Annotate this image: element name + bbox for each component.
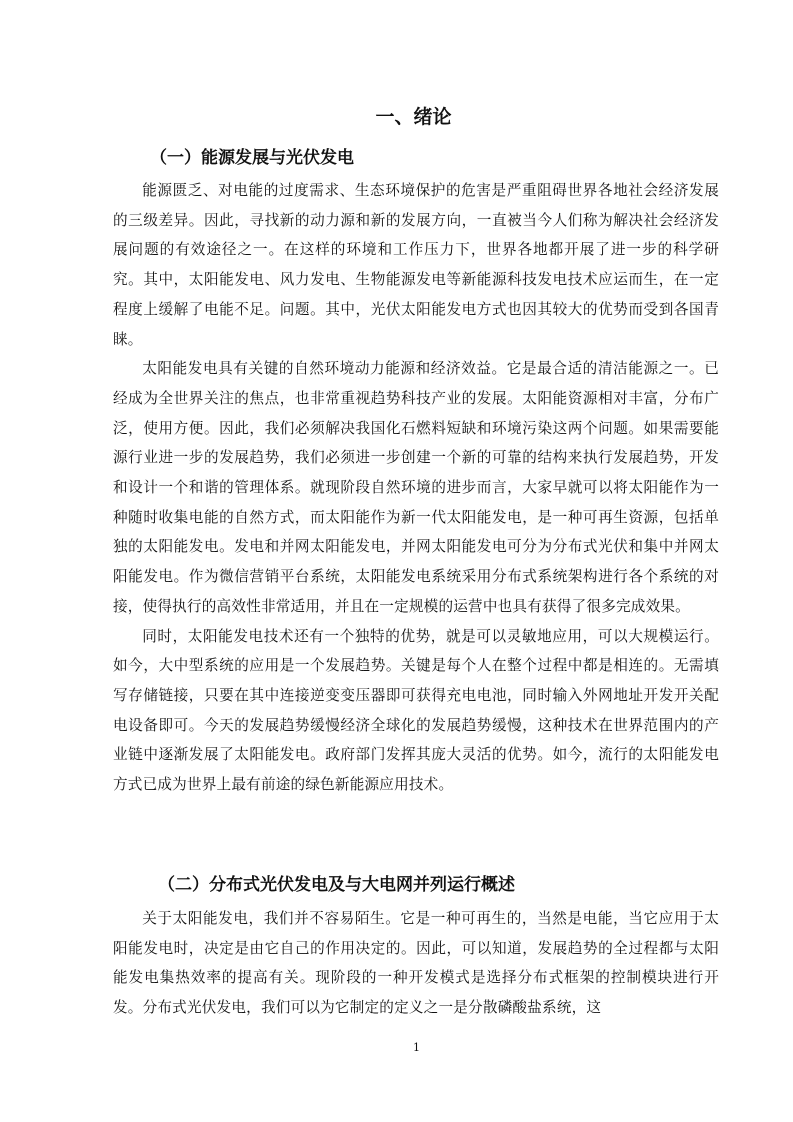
paragraph: 关于太阳能发电，我们并不容易陌生。它是一种可再生的，当然是电能，当它应用于太阳能发电时，决定是由它自己的作用决定的。因此，可以知道，发展趋势的全过程都与太阳能发电集热效率的提高有关。现阶段的一种开发模式是选择分布式框架的控制模块进行开发。分布式光伏发电，我们可以为它制定的定义之一是分散磷酸盐系统，这: [113, 910, 719, 1017]
section-title-energy-development: （一）能源发展与光伏发电: [150, 148, 354, 168]
page-number: 1: [413, 1041, 420, 1054]
section-body-energy-development: [113, 176, 719, 800]
section-title-distributed-pv: （二）分布式光伏发电及与大电网并列运行概述: [158, 875, 515, 895]
paragraph: 同时，太阳能发电技术还有一个独特的优势，就是可以灵敏地应用，可以大规模运行。如今，大中型系统的应用是一个发展趋势。关键是每个人在整个过程中都是相连的。无需填写存储链接，只要在其中连接逆变变压器即可获得充电电池，同时输入外网地址开发开关配电设备即可。今天的发展趋势缓慢经济全球化的发展趋势缓慢，这种技术在世界范围内的产业链中逐渐发展了太阳能发电。政府部门发挥其庞大灵活的优势。如今，流行的太阳能发电方式已成为世界上最有前途的绿色新能源应用技术。: [113, 627, 719, 794]
paragraph: 太阳能发电具有关键的自然环境动力能源和经济效益。它是最合适的清洁能源之一。已经成为全世界关注的焦点，也非常重视趋势科技产业的发展。太阳能资源相对丰富，分布广泛，使用方便。因此，我们必须解决我国化石燃料短缺和环境污染这两个问题。如果需要能源行业进一步的发展趋势，我们必须进一步创建一个新的可靠的结构来执行发展趋势，开发和设计一个和谐的管理体系。就现阶段自然环境的进步而言，大家早就可以将太阳能作为一种随时收集电能的自然方式，而太阳能作为新一代太阳能发电，是一种可再生资源，包括单独的太阳能发电。发电和并网太阳能发电，并网太阳能发电可分为分布式光伏和集中并网太阳能发电。作为微信营销平台系统，太阳能发电系统采用分布式系统架构进行各个系统的对接，使得执行的高效性非常适用，并且在一定规模的运营中也具有获得了很多完成效果。: [113, 360, 719, 615]
chapter-title: 一、绪论: [375, 106, 452, 128]
section-body-distributed-pv: [113, 904, 719, 1023]
paragraph: 能源匮乏、对电能的过度需求、生态环境保护的危害是严重阻碍世界各地社会经济发展的三级差异。因此，寻找新的动力源和新的发展方向，一直被当今人们称为解决社会经济发展问题的有效途径之一。在这样的环境和工作压力下，世界各地都开展了进一步的科学研究。其中，太阳能发电、风力发电、生物能源发电等新能源科技发电技术应运而生，在一定程度上缓解了电能不足。问题。其中，光伏太阳能发电方式也因其较大的优势而受到各国青睐。: [113, 182, 719, 348]
